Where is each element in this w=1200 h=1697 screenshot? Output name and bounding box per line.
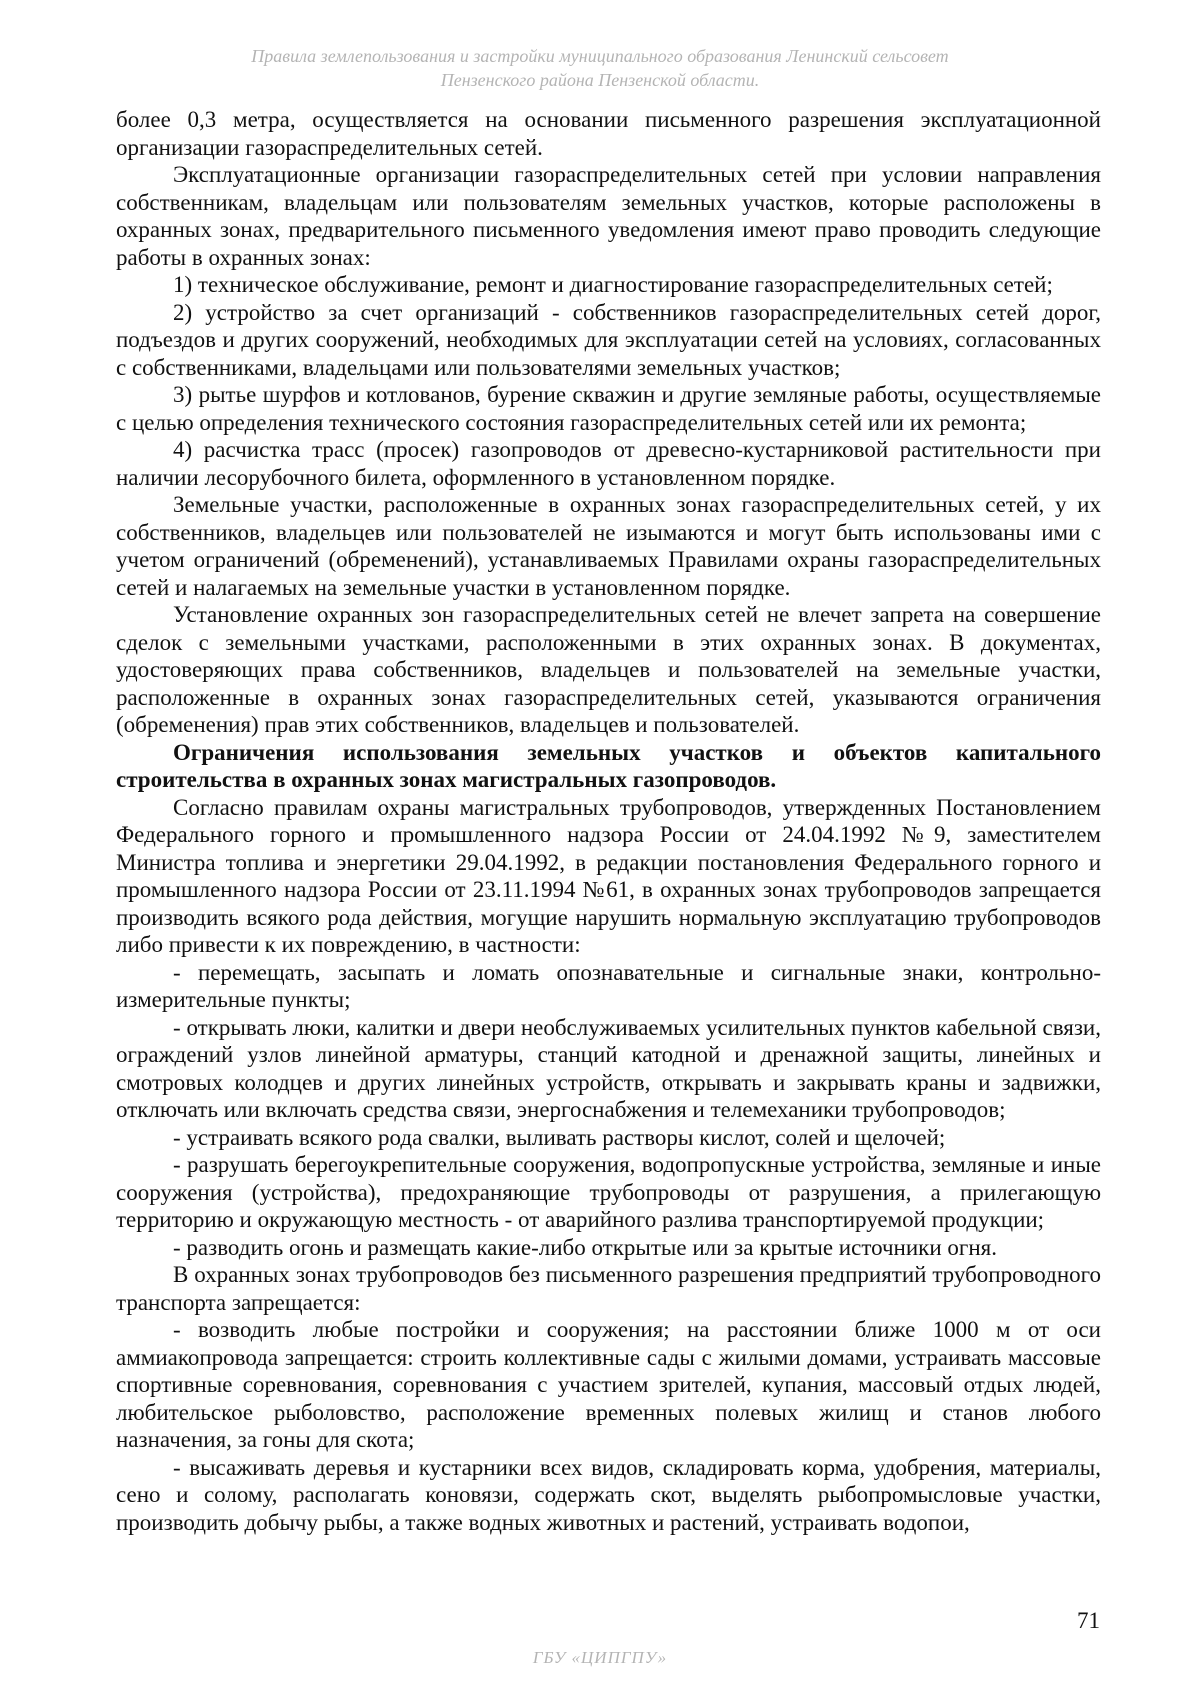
header-line-1: Правила землепользования и застройки муниципального образования Ленинский сельсовет (251, 46, 949, 66)
paragraph: - открывать люки, калитки и двери необслуживаемых усилительных пунктов кабельной связи, ограждений узлов линейной арматуры, станций катодной и дренажной защиты, линейных и смотровых колодцев и других линейных устройств, открывать и закрывать краны и задвижки, отключать или включать средства связи, энергоснабжения и телемеханики трубопроводов; (116, 1014, 1101, 1122)
paragraph: 1) техническое обслуживание, ремонт и диагностирование газораспределительных сетей; (173, 272, 1053, 297)
paragraph: - разводить огонь и размещать какие-либо открытые или за крытые источники огня. (173, 1234, 997, 1260)
paragraph: Земельные участки, расположенные в охранных зонах газораспределительных сетей, у их собственников, владельцев или пользователей не изымаются и могут быть использованы ими с учетом ограничений (обременений), устанавливаемых Правилами охраны газораспределительных сетей и налагаемых на земельные участки в установленном порядке. (116, 492, 1101, 600)
paragraph: 4) расчистка трасс (просек) газопроводов от древесно-кустарниковой растительности при наличии лесорубочного билета, оформленного в установленном порядке. (116, 437, 1101, 490)
paragraph: - устраивать всякого рода свалки, выливать растворы кислот, солей и щелочей; (173, 1124, 946, 1150)
paragraph: - возводить любые постройки и сооружения; на расстоянии ближе 1000 м от оси аммиакопровода запрещается: строить коллективные сады с жилыми домами, устраивать массовые спортивные соревнования, соревнования с участием зрителей, купания, массовый отдых людей, любительское рыболовство, расположение временных полевых жилищ и станов любого назначения, за гоны для скота; (116, 1317, 1101, 1452)
paragraph: - разрушать берегоукрепительные сооружения, водопропускные устройства, земляные и иные сооружения (устройства), предохраняющие трубопроводы от разрушения, а прилегающую территорию и окружающую местность - от аварийного разлива транспортируемой продукции; (116, 1152, 1101, 1232)
page-number: 71 (1077, 1608, 1100, 1633)
paragraph: 2) устройство за счет организаций - собственников газораспределительных сетей дорог, подъездов и других сооружений, необходимых для эксплуатации сетей на условиях, согласованных с собственниками, владельцами или пользователями земельных участков; (116, 299, 1101, 380)
paragraph: - перемещать, засыпать и ломать опознавательные и сигнальные знаки, контрольно-измерительные пункты; (116, 959, 1101, 1012)
paragraph: - высаживать деревья и кустарники всех видов, складировать корма, удобрения, материалы, сено и солому, располагать коновязи, содержать скот, выделять рыбопромысловые участки, производить добычу рыбы, а также водных животных и растений, устраивать водопои, (116, 1454, 1101, 1535)
body-text (116, 106, 1101, 1536)
section-heading: Ограничения использования земельных участков и объектов капитального строительства в охранных зонах магистральных газопроводов. (116, 739, 1101, 792)
paragraph: В охранных зонах трубопроводов без письменного разрешения предприятий трубопроводного транспорта запрещается: (116, 1262, 1101, 1315)
paragraph: Эксплуатационные организации газораспределительных сетей при условии направления собственникам, владельцам или пользователям земельных участков, которые расположены в охранных зонах, предварительного письменного уведомления имеют право проводить следующие работы в охранных зонах: (116, 162, 1101, 270)
header-line-2: Пензенского района Пензенской области. (440, 70, 760, 90)
footer-watermark: ГБУ «ЦИПГПУ» (532, 1648, 668, 1667)
running-header (0, 44, 1200, 92)
paragraph: Установление охранных зон газораспределительных сетей не влечет запрета на совершение сделок с земельными участками, расположенными в этих охранных зонах. В документах, удостоверяющих права собственников, владельцев и пользователей на земельные участки, расположенные в охранных зонах газораспределительных сетей, указываются ограничения (обременения) прав этих собственников, владельцев и пользователей. (116, 602, 1101, 737)
paragraph: Согласно правилам охраны магистральных трубопроводов, утвержденных Постановлением Федерального горного и промышленного надзора России от 24.04.1992 №9, заместителем Министра топлива и энергетики 29.04.1992, в редакции постановления Федерального горного и промышленного надзора России от 23.11.1994 №61, в охранных зонах трубопроводов запрещается производить всякого рода действия, могущие нарушить нормальную эксплуатацию трубопроводов либо привести к их повреждению, в частности: (116, 794, 1101, 957)
paragraph: более 0,3 метра, осуществляется на основании письменного разрешения эксплуатационной организации газораспределительных сетей. (116, 107, 1101, 160)
paragraph: 3) рытье шурфов и котлованов, бурение скважин и другие земляные работы, осуществляемые с целью определения технического состояния газораспределительных сетей или их ремонта; (116, 382, 1101, 435)
